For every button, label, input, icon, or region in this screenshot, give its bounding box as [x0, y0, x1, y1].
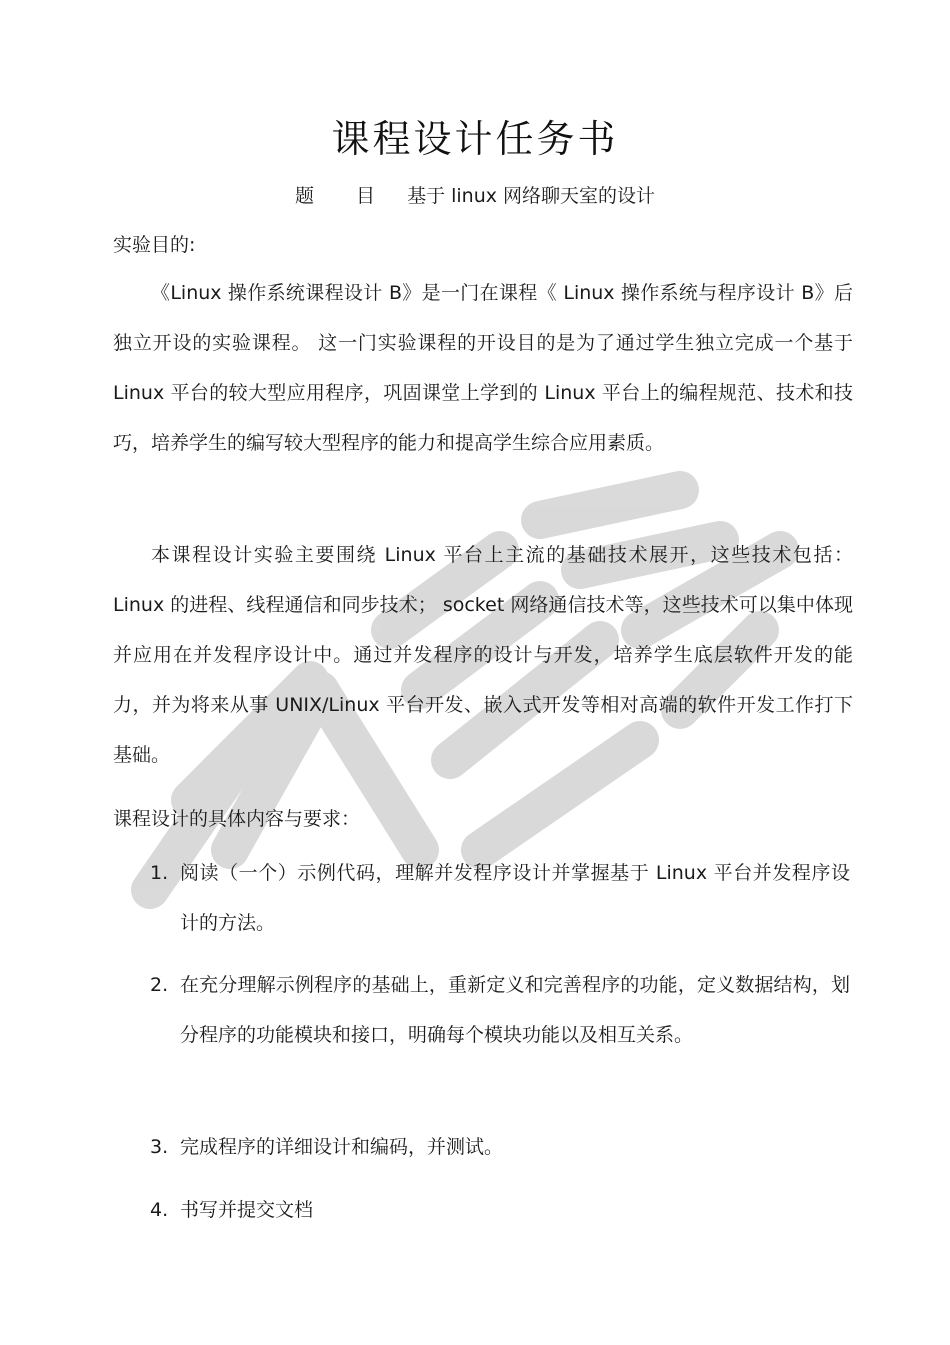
requirement-number: 1.	[150, 862, 169, 884]
requirement-text: 阅读（一个）示例代码，理解并发程序设计并掌握基于 Linux 平台并发程序设计的方法。	[180, 862, 850, 934]
requirement-text: 在充分理解示例程序的基础上，重新定义和完善程序的功能，定义数据结构，划分程序的功能模块和接口，明确每个模块功能以及相互关系。	[180, 974, 850, 1046]
requirement-number: 4.	[150, 1199, 169, 1221]
requirement-item	[150, 960, 850, 1060]
requirement-item	[150, 1122, 850, 1172]
document-title: 课程设计任务书	[331, 117, 619, 161]
purpose-heading: 实验目的:	[113, 234, 196, 256]
requirement-text: 书写并提交文档	[180, 1199, 314, 1221]
subject-line	[0, 181, 950, 208]
purpose-paragraph-2: 本课程设计实验主要围绕 Linux 平台上主流的基础技术展开，这些技术包括： Linux 的进程、线程通信和同步技术； socket 网络通信技术等，这些技术可以集中体现并应用在并发程序设计中。通过并发程序的设计与开发，培养学生底层软件开发的能力，并为将来从事 UNIX/Linux 平台开发、嵌入式开发等相对高端的软件开发工作打下基础。	[113, 544, 853, 766]
subject-value: 基于 linux 网络聊天室的设计	[407, 185, 656, 207]
requirement-text: 完成程序的详细设计和编码，并测试。	[180, 1136, 504, 1158]
requirement-number: 3.	[150, 1136, 169, 1158]
purpose-paragraph-1: 《Linux 操作系统课程设计 B》是一门在课程《 Linux 操作系统与程序设计 B》后独立开设的实验课程。 这一门实验课程的开设目的是为了通过学生独立完成一个基于 Linux 平台的较大型应用程序，巩固课堂上学到的 Linux 平台上的编程规范、技术和技巧，培养学生的编写较大型程序的能力和提高学生综合应用素质。	[113, 282, 853, 454]
requirement-number: 2.	[150, 974, 169, 996]
requirement-item	[150, 848, 850, 948]
requirements-heading: 课程设计的具体内容与要求：	[113, 808, 361, 830]
requirement-item	[150, 1185, 850, 1235]
subject-label: 题 目	[294, 185, 394, 207]
